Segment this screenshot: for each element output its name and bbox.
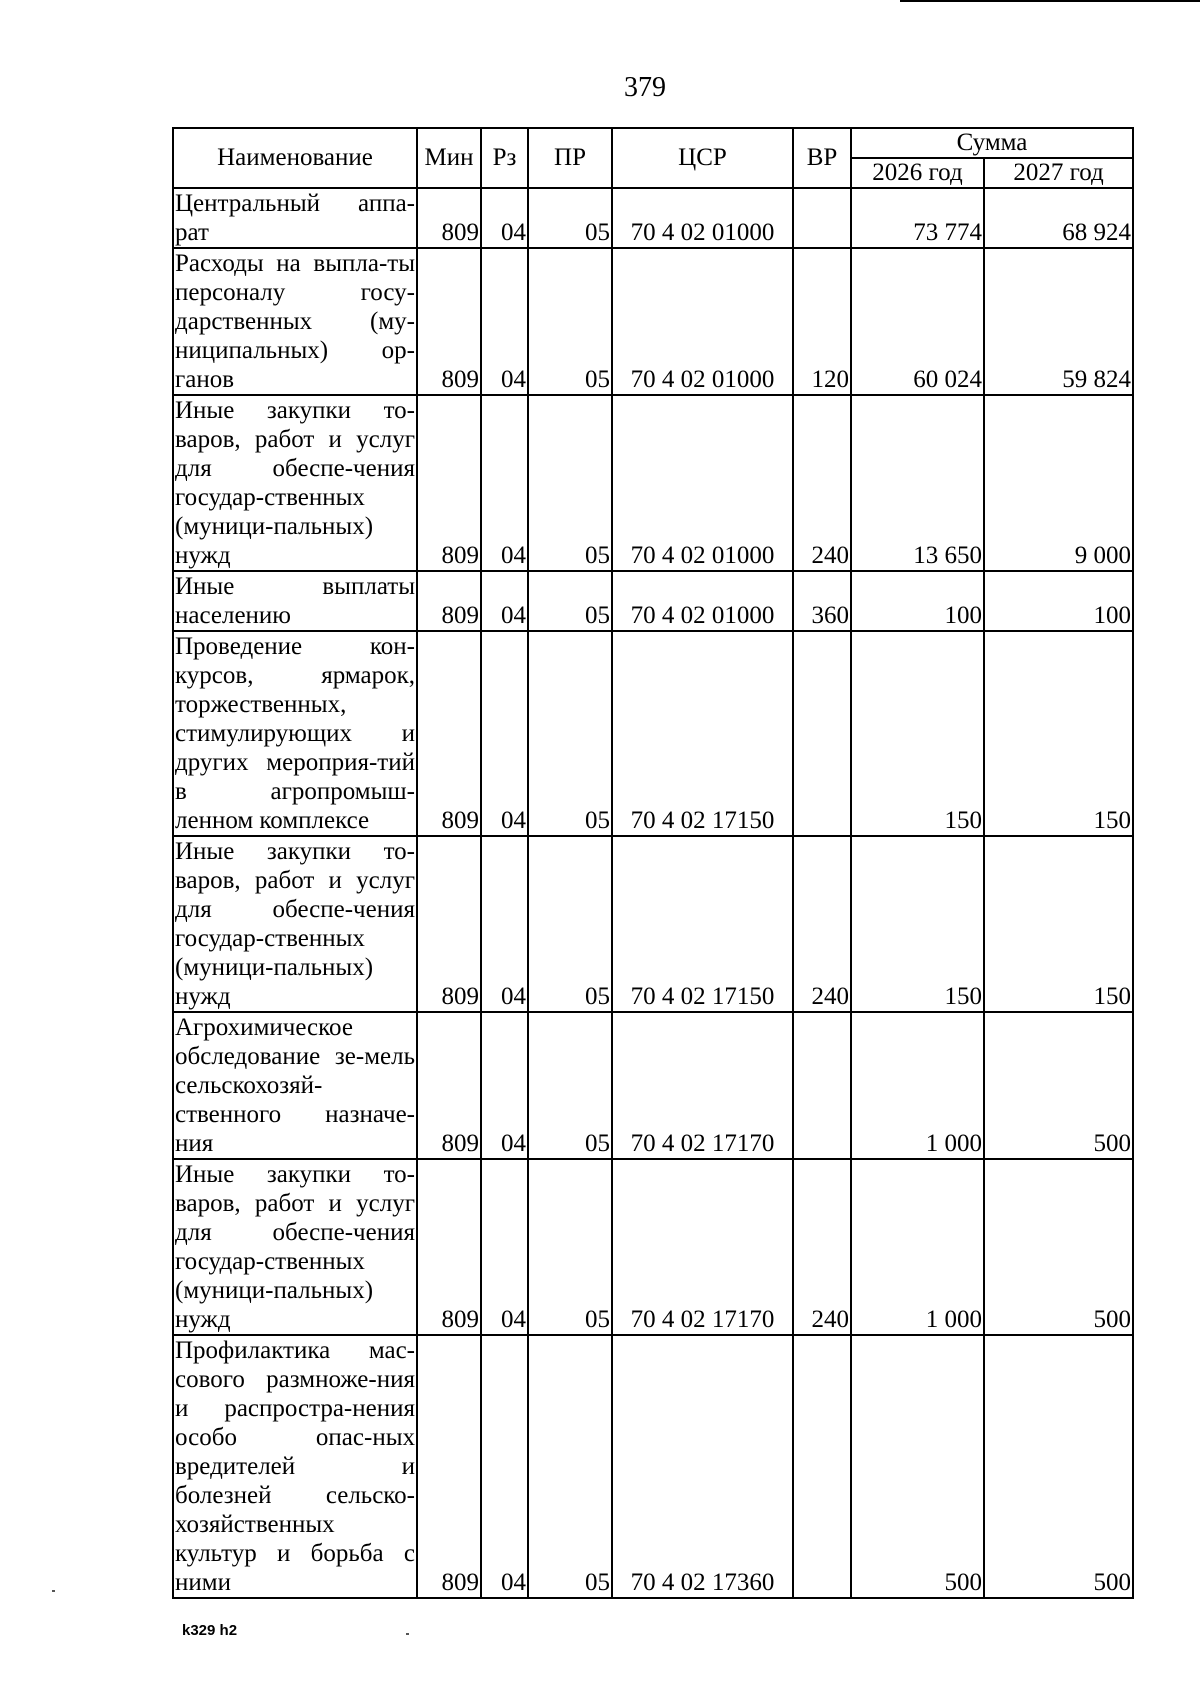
vr-cell [793,1012,851,1159]
csr-cell: 70 4 02 17150 [612,631,793,836]
header-sum: Сумма [851,128,1133,158]
header-year-2026: 2026 год [851,158,984,188]
pr-cell: 05 [528,248,612,395]
vr-cell: 240 [793,1159,851,1335]
min-cell: 809 [417,836,481,1012]
scan-speck [406,1633,409,1635]
table-row [173,1012,1133,1159]
pr-cell: 05 [528,1159,612,1335]
rz-cell: 04 [481,248,528,395]
header-vr: ВР [793,128,851,188]
vr-cell [793,188,851,248]
scan-speck [52,1590,55,1592]
sum-2026-cell: 500 [851,1335,984,1598]
pr-cell: 05 [528,631,612,836]
rz-cell: 04 [481,188,528,248]
vr-cell: 120 [793,248,851,395]
min-cell: 809 [417,1159,481,1335]
csr-cell: 70 4 02 01000 [612,248,793,395]
header-csr: ЦСР [612,128,793,188]
name-cell: Иные закупки то-варов, работ и услуг для обеспе-чения государ-ственных (муници-пальных) нужд [175,838,415,1010]
budget-table [172,127,1134,1599]
csr-cell: 70 4 02 17360 [612,1335,793,1598]
rz-cell: 04 [481,1012,528,1159]
name-cell: Центральный аппа-рат [175,190,415,246]
csr-cell: 70 4 02 17170 [612,1012,793,1159]
min-cell: 809 [417,1012,481,1159]
pr-cell: 05 [528,1012,612,1159]
csr-cell: 70 4 02 01000 [612,395,793,571]
name-cell: Иные закупки то-варов, работ и услуг для обеспе-чения государ-ственных (муници-пальных) нужд [175,1161,415,1333]
sum-2027-cell: 100 [984,571,1133,631]
sum-2026-cell: 73 774 [851,188,984,248]
csr-cell: 70 4 02 01000 [612,188,793,248]
top-edge-line [900,0,1200,2]
rz-cell: 04 [481,1335,528,1598]
sum-2026-cell: 1 000 [851,1159,984,1335]
table-row [173,1159,1133,1335]
pr-cell: 05 [528,571,612,631]
name-cell: Агрохимическое обследование зе-мель сельскохозяй-ственного назначе-ния [175,1014,415,1157]
rz-cell: 04 [481,836,528,1012]
table-row [173,188,1133,248]
name-cell: Иные выплаты населению [175,573,415,629]
header-name: Наименование [173,128,417,188]
pr-cell: 05 [528,188,612,248]
header-rz: Рз [481,128,528,188]
csr-cell: 70 4 02 17170 [612,1159,793,1335]
header-pr: ПР [528,128,612,188]
table-row [173,631,1133,836]
table-row [173,395,1133,571]
csr-cell: 70 4 02 01000 [612,571,793,631]
csr-cell: 70 4 02 17150 [612,836,793,1012]
header-min: Мин [417,128,481,188]
rz-cell: 04 [481,571,528,631]
sum-2027-cell: 150 [984,836,1133,1012]
rz-cell: 04 [481,631,528,836]
name-cell: Проведение кон-курсов, ярмарок, торжественных, стимулирующих и других мероприя-тий в агропромыш-ленном комплексе [175,633,415,834]
sum-2027-cell: 68 924 [984,188,1133,248]
sum-2026-cell: 150 [851,836,984,1012]
header-year-2027: 2027 год [984,158,1133,188]
sum-2027-cell: 500 [984,1159,1133,1335]
min-cell: 809 [417,571,481,631]
sum-2027-cell: 150 [984,631,1133,836]
vr-cell: 240 [793,395,851,571]
page-number: 379 [624,72,666,103]
vr-cell [793,1335,851,1598]
sum-2026-cell: 150 [851,631,984,836]
name-cell: Профилактика мас-сового размноже-ния и распростра-нения особо опас-ных вредителей и болезней сельско-хозяйственных культур и борьба с ними [175,1337,415,1596]
table-body [173,188,1133,1598]
min-cell: 809 [417,188,481,248]
name-cell: Расходы на выпла-ты персоналу госу-дарственных (му-ниципальных) ор-ганов [175,250,415,393]
vr-cell: 360 [793,571,851,631]
table-row [173,836,1133,1012]
sum-2026-cell: 60 024 [851,248,984,395]
sum-2026-cell: 1 000 [851,1012,984,1159]
vr-cell [793,631,851,836]
footer-code: k329 h2 [182,1622,238,1639]
sum-2027-cell: 9 000 [984,395,1133,571]
sum-2027-cell: 500 [984,1335,1133,1598]
table-row [173,571,1133,631]
sum-2027-cell: 500 [984,1012,1133,1159]
min-cell: 809 [417,395,481,571]
pr-cell: 05 [528,1335,612,1598]
pr-cell: 05 [528,836,612,1012]
min-cell: 809 [417,631,481,836]
table-row [173,1335,1133,1598]
name-cell: Иные закупки то-варов, работ и услуг для обеспе-чения государ-ственных (муници-пальных) нужд [175,397,415,569]
pr-cell: 05 [528,395,612,571]
table-row [173,248,1133,395]
sum-2026-cell: 100 [851,571,984,631]
min-cell: 809 [417,1335,481,1598]
rz-cell: 04 [481,1159,528,1335]
rz-cell: 04 [481,395,528,571]
sum-2027-cell: 59 824 [984,248,1133,395]
min-cell: 809 [417,248,481,395]
vr-cell: 240 [793,836,851,1012]
sum-2026-cell: 13 650 [851,395,984,571]
